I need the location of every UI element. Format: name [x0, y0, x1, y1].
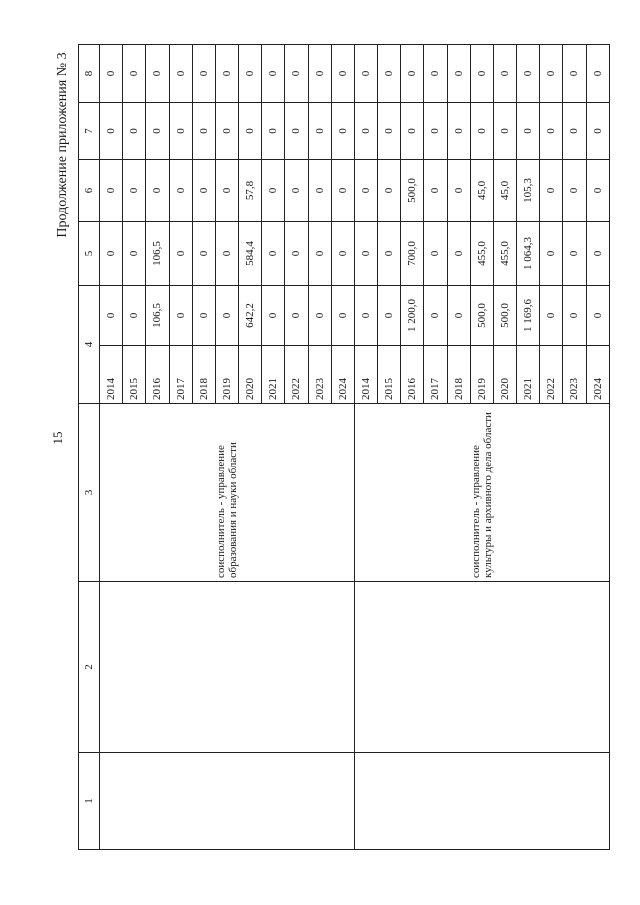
- year-cell: 2014: [100, 346, 123, 404]
- value-cell-c8: 0: [331, 45, 354, 103]
- value-cell-c7: 0: [192, 103, 215, 160]
- year-cell: 2019: [470, 346, 493, 404]
- value-cell-c7: 0: [517, 103, 540, 160]
- value-cell-c7: 0: [354, 103, 377, 160]
- header-cell-7: 7: [79, 103, 100, 160]
- value-cell-c7: 0: [540, 103, 563, 160]
- col1-cell: [354, 753, 609, 850]
- executor-cell: соисполнитель - управление образования и науки области: [100, 404, 355, 582]
- value-cell-c4: 500,0: [470, 286, 493, 346]
- value-cell-c4: 0: [192, 286, 215, 346]
- value-cell-c4: 0: [540, 286, 563, 346]
- table-body: [100, 45, 610, 850]
- value-cell-c6: 0: [146, 160, 169, 222]
- value-cell-c7: 0: [169, 103, 192, 160]
- value-cell-c7: 0: [401, 103, 424, 160]
- value-cell-c8: 0: [378, 45, 401, 103]
- value-cell-c6: 0: [308, 160, 331, 222]
- value-cell-c8: 0: [354, 45, 377, 103]
- header-cell-2: 2: [79, 582, 100, 753]
- value-cell-c5: 0: [331, 222, 354, 286]
- value-cell-c5: 1 064,3: [517, 222, 540, 286]
- year-cell: 2018: [447, 346, 470, 404]
- value-cell-c7: 0: [239, 103, 262, 160]
- value-cell-c4: 0: [215, 286, 238, 346]
- value-cell-c5: 0: [123, 222, 146, 286]
- header-cell-1: 1: [79, 753, 100, 850]
- value-cell-c8: 0: [401, 45, 424, 103]
- value-cell-c4: 0: [123, 286, 146, 346]
- header-cell-3: 3: [79, 404, 100, 582]
- year-cell: 2014: [354, 346, 377, 404]
- value-cell-c6: 0: [447, 160, 470, 222]
- value-cell-c7: 0: [563, 103, 586, 160]
- value-cell-c8: 0: [470, 45, 493, 103]
- value-cell-c6: 0: [354, 160, 377, 222]
- header-row: [79, 45, 100, 850]
- value-cell-c4: 1 169,6: [517, 286, 540, 346]
- year-cell: 2019: [215, 346, 238, 404]
- value-cell-c5: 0: [100, 222, 123, 286]
- appendix-caption-text: Продолжение приложения № 3: [55, 52, 70, 238]
- value-cell-c8: 0: [285, 45, 308, 103]
- value-cell-c5: 106,5: [146, 222, 169, 286]
- year-cell: 2021: [517, 346, 540, 404]
- rotated-table-wrapper: [78, 45, 610, 850]
- year-cell: 2021: [262, 346, 285, 404]
- value-cell-c6: 0: [215, 160, 238, 222]
- value-cell-c8: 0: [308, 45, 331, 103]
- value-cell-c7: 0: [262, 103, 285, 160]
- value-cell-c4: 0: [331, 286, 354, 346]
- header-cell-4: 4: [79, 286, 100, 404]
- value-cell-c7: 0: [470, 103, 493, 160]
- value-cell-c4: 106,5: [146, 286, 169, 346]
- value-cell-c7: 0: [285, 103, 308, 160]
- header-cell-8: 8: [79, 45, 100, 103]
- value-cell-c6: 105,3: [517, 160, 540, 222]
- value-cell-c4: 0: [285, 286, 308, 346]
- value-cell-c5: 0: [563, 222, 586, 286]
- year-cell: 2022: [285, 346, 308, 404]
- value-cell-c7: 0: [100, 103, 123, 160]
- col1-cell: [100, 753, 355, 850]
- value-cell-c5: 0: [586, 222, 609, 286]
- col2-cell: [100, 582, 355, 753]
- value-cell-c6: 0: [100, 160, 123, 222]
- value-cell-c6: 0: [540, 160, 563, 222]
- value-cell-c5: 0: [285, 222, 308, 286]
- value-cell-c5: 455,0: [470, 222, 493, 286]
- value-cell-c4: 1 200,0: [401, 286, 424, 346]
- value-cell-c4: 0: [586, 286, 609, 346]
- year-cell: 2020: [493, 346, 516, 404]
- value-cell-c7: 0: [493, 103, 516, 160]
- year-cell: 2015: [378, 346, 401, 404]
- year-cell: 2016: [146, 346, 169, 404]
- value-cell-c6: 45,0: [493, 160, 516, 222]
- value-cell-c7: 0: [447, 103, 470, 160]
- value-cell-c5: 0: [192, 222, 215, 286]
- value-cell-c4: 0: [447, 286, 470, 346]
- value-cell-c7: 0: [331, 103, 354, 160]
- table-row: [100, 45, 123, 850]
- value-cell-c8: 0: [192, 45, 215, 103]
- value-cell-c8: 0: [123, 45, 146, 103]
- value-cell-c4: 0: [424, 286, 447, 346]
- value-cell-c4: 0: [308, 286, 331, 346]
- value-cell-c4: 0: [354, 286, 377, 346]
- executor-cell: соисполнитель - управление культуры и архивного дела области: [354, 404, 609, 582]
- value-cell-c5: 0: [308, 222, 331, 286]
- value-cell-c8: 0: [262, 45, 285, 103]
- value-cell-c5: 0: [215, 222, 238, 286]
- value-cell-c7: 0: [424, 103, 447, 160]
- value-cell-c4: 0: [100, 286, 123, 346]
- value-cell-c4: 500,0: [493, 286, 516, 346]
- value-cell-c4: 0: [262, 286, 285, 346]
- value-cell-c5: 0: [169, 222, 192, 286]
- value-cell-c8: 0: [563, 45, 586, 103]
- value-cell-c6: 0: [192, 160, 215, 222]
- value-cell-c8: 0: [586, 45, 609, 103]
- value-cell-c5: 0: [447, 222, 470, 286]
- value-cell-c6: 0: [262, 160, 285, 222]
- col2-cell: [354, 582, 609, 753]
- year-cell: 2018: [192, 346, 215, 404]
- value-cell-c6: 0: [123, 160, 146, 222]
- value-cell-c4: 642,2: [239, 286, 262, 346]
- year-cell: 2024: [586, 346, 609, 404]
- year-cell: 2023: [563, 346, 586, 404]
- value-cell-c8: 0: [100, 45, 123, 103]
- appendix-caption: [55, 45, 71, 245]
- year-cell: 2016: [401, 346, 424, 404]
- value-cell-c6: 45,0: [470, 160, 493, 222]
- year-cell: 2017: [169, 346, 192, 404]
- value-cell-c7: 0: [123, 103, 146, 160]
- budget-table: [78, 44, 610, 850]
- value-cell-c8: 0: [493, 45, 516, 103]
- value-cell-c5: 455,0: [493, 222, 516, 286]
- value-cell-c6: 0: [285, 160, 308, 222]
- value-cell-c4: 0: [563, 286, 586, 346]
- value-cell-c7: 0: [146, 103, 169, 160]
- value-cell-c6: 0: [169, 160, 192, 222]
- value-cell-c8: 0: [424, 45, 447, 103]
- value-cell-c5: 0: [540, 222, 563, 286]
- value-cell-c5: 0: [262, 222, 285, 286]
- table-row: [354, 45, 377, 850]
- value-cell-c8: 0: [239, 45, 262, 103]
- value-cell-c5: 0: [424, 222, 447, 286]
- value-cell-c8: 0: [540, 45, 563, 103]
- year-cell: 2024: [331, 346, 354, 404]
- value-cell-c6: 0: [378, 160, 401, 222]
- value-cell-c6: 0: [563, 160, 586, 222]
- value-cell-c4: 0: [378, 286, 401, 346]
- value-cell-c7: 0: [586, 103, 609, 160]
- year-cell: 2015: [123, 346, 146, 404]
- value-cell-c6: 57,8: [239, 160, 262, 222]
- value-cell-c7: 0: [308, 103, 331, 160]
- value-cell-c6: 0: [331, 160, 354, 222]
- value-cell-c8: 0: [146, 45, 169, 103]
- value-cell-c8: 0: [447, 45, 470, 103]
- year-cell: 2022: [540, 346, 563, 404]
- value-cell-c5: 700,0: [401, 222, 424, 286]
- header-cell-6: 6: [79, 160, 100, 222]
- year-cell: 2017: [424, 346, 447, 404]
- value-cell-c6: 0: [586, 160, 609, 222]
- value-cell-c5: 0: [354, 222, 377, 286]
- value-cell-c8: 0: [169, 45, 192, 103]
- value-cell-c8: 0: [517, 45, 540, 103]
- value-cell-c6: 500,0: [401, 160, 424, 222]
- year-cell: 2020: [239, 346, 262, 404]
- header-cell-5: 5: [79, 222, 100, 286]
- page-number: 15: [50, 431, 65, 445]
- value-cell-c8: 0: [215, 45, 238, 103]
- year-cell: 2023: [308, 346, 331, 404]
- value-cell-c4: 0: [169, 286, 192, 346]
- value-cell-c7: 0: [378, 103, 401, 160]
- value-cell-c5: 0: [378, 222, 401, 286]
- value-cell-c5: 584,4: [239, 222, 262, 286]
- value-cell-c6: 0: [424, 160, 447, 222]
- value-cell-c7: 0: [215, 103, 238, 160]
